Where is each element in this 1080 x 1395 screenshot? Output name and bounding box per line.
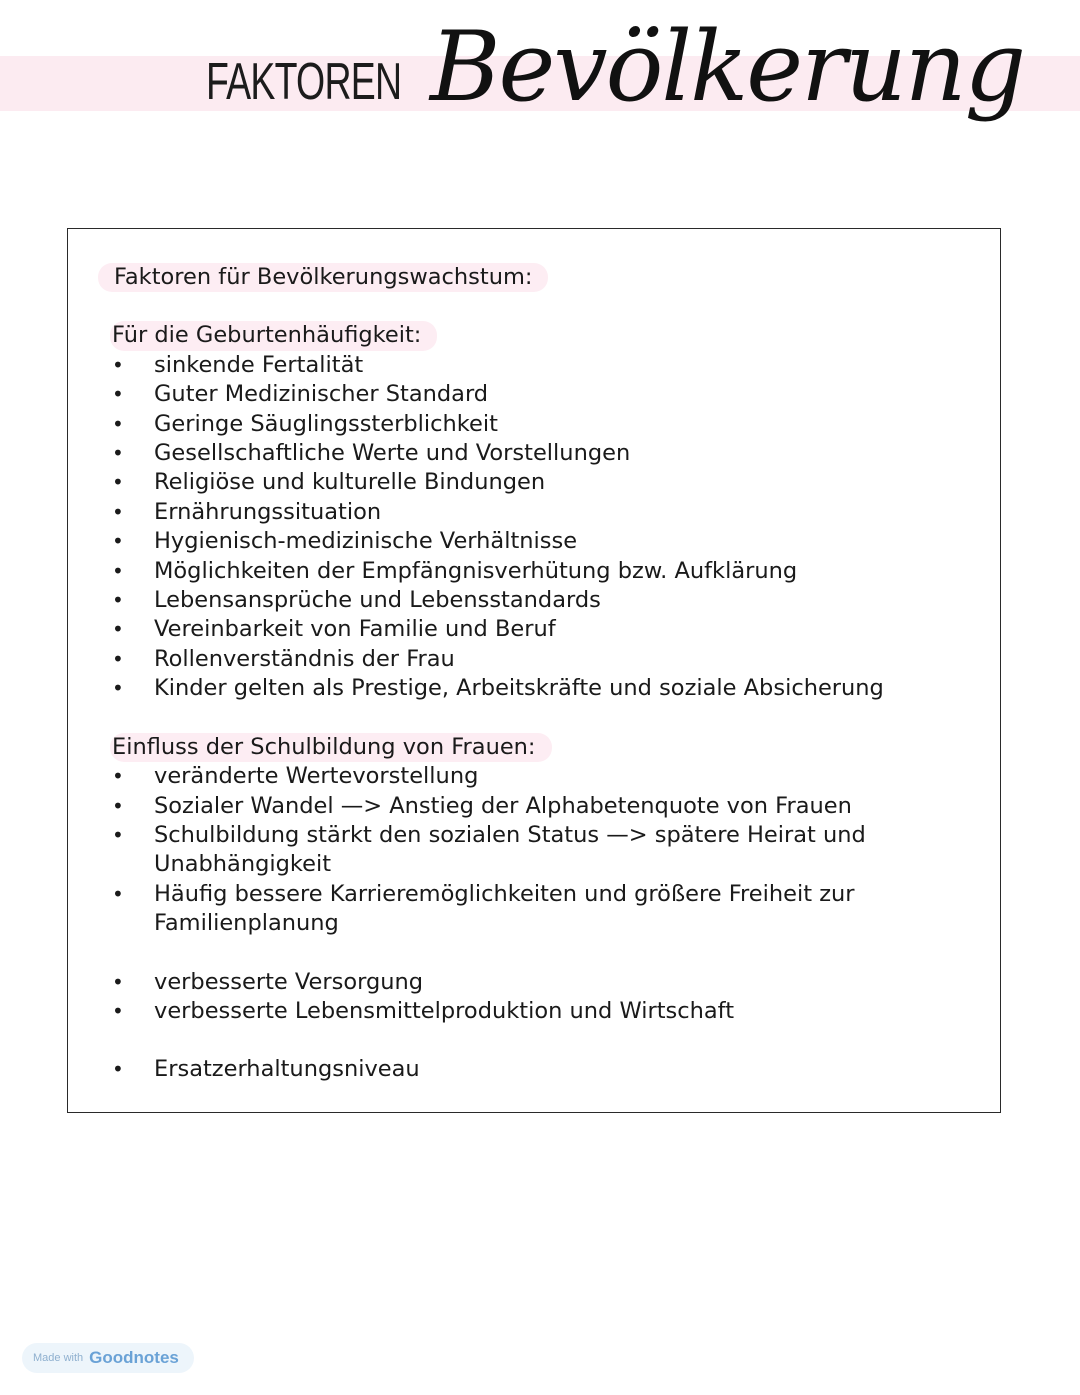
replacement-list	[112, 1055, 972, 1084]
main-heading: Faktoren für Bevölkerungswachstum:	[98, 263, 548, 292]
page-title-caps: FAKTOREN	[206, 53, 402, 111]
spacer	[112, 292, 972, 321]
education-list	[112, 762, 972, 938]
birth-rate-list	[112, 351, 972, 704]
list-item: • Lebensansprüche und Lebensstandards	[112, 586, 972, 615]
section-education	[112, 733, 972, 939]
list-item: • Häufig bessere Karrieremöglichkeiten und größere Freiheit zur Familienplanung	[112, 880, 972, 939]
goodnotes-brand: Goodnotes	[89, 1348, 179, 1367]
list-item: • Kinder gelten als Prestige, Arbeitskräfte und soziale Absicherung	[112, 674, 972, 703]
list-item: • Geringe Säuglingssterblichkeit	[112, 410, 972, 439]
list-item: • Ernährungssituation	[112, 498, 972, 527]
list-item: • verbesserte Versorgung	[112, 968, 972, 997]
made-with-goodnotes-badge[interactable]	[22, 1343, 194, 1373]
list-item: • Gesellschaftliche Werte und Vorstellungen	[112, 439, 972, 468]
list-item: • sinkende Fertalität	[112, 351, 972, 380]
main-heading-row	[112, 263, 972, 292]
list-item: • Religiöse und kulturelle Bindungen	[112, 468, 972, 497]
notes-card	[67, 228, 1001, 1113]
list-item: • veränderte Wertevorstellung	[112, 762, 972, 791]
list-item: • Ersatzerhaltungsniveau	[112, 1055, 972, 1084]
list-item: • verbesserte Lebensmittelproduktion und Wirtschaft	[112, 997, 972, 1026]
spacer	[112, 704, 972, 733]
spacer	[112, 939, 972, 968]
made-with-label: Made with	[33, 1352, 84, 1364]
list-item: • Sozialer Wandel —> Anstieg der Alphabetenquote von Frauen	[112, 792, 972, 821]
page-title-script: Bevölkerung	[430, 11, 1025, 123]
section-heading-birth-rate: Für die Geburtenhäufigkeit:	[110, 321, 437, 350]
notes-content	[112, 263, 972, 1085]
list-item: • Rollenverständnis der Frau	[112, 645, 972, 674]
list-item: • Schulbildung stärkt den sozialen Status —> spätere Heirat und Unabhängigkeit	[112, 821, 972, 880]
list-item: • Vereinbarkeit von Familie und Beruf	[112, 615, 972, 644]
list-item: • Hygienisch-medizinische Verhältnisse	[112, 527, 972, 556]
section-heading-education: Einfluss der Schulbildung von Frauen:	[110, 733, 552, 762]
spacer	[112, 1026, 972, 1055]
list-item: • Möglichkeiten der Empfängnisverhütung bzw. Aufklärung	[112, 557, 972, 586]
supply-list	[112, 968, 972, 1027]
section-birth-rate	[112, 321, 972, 703]
list-item: • Guter Medizinischer Standard	[112, 380, 972, 409]
